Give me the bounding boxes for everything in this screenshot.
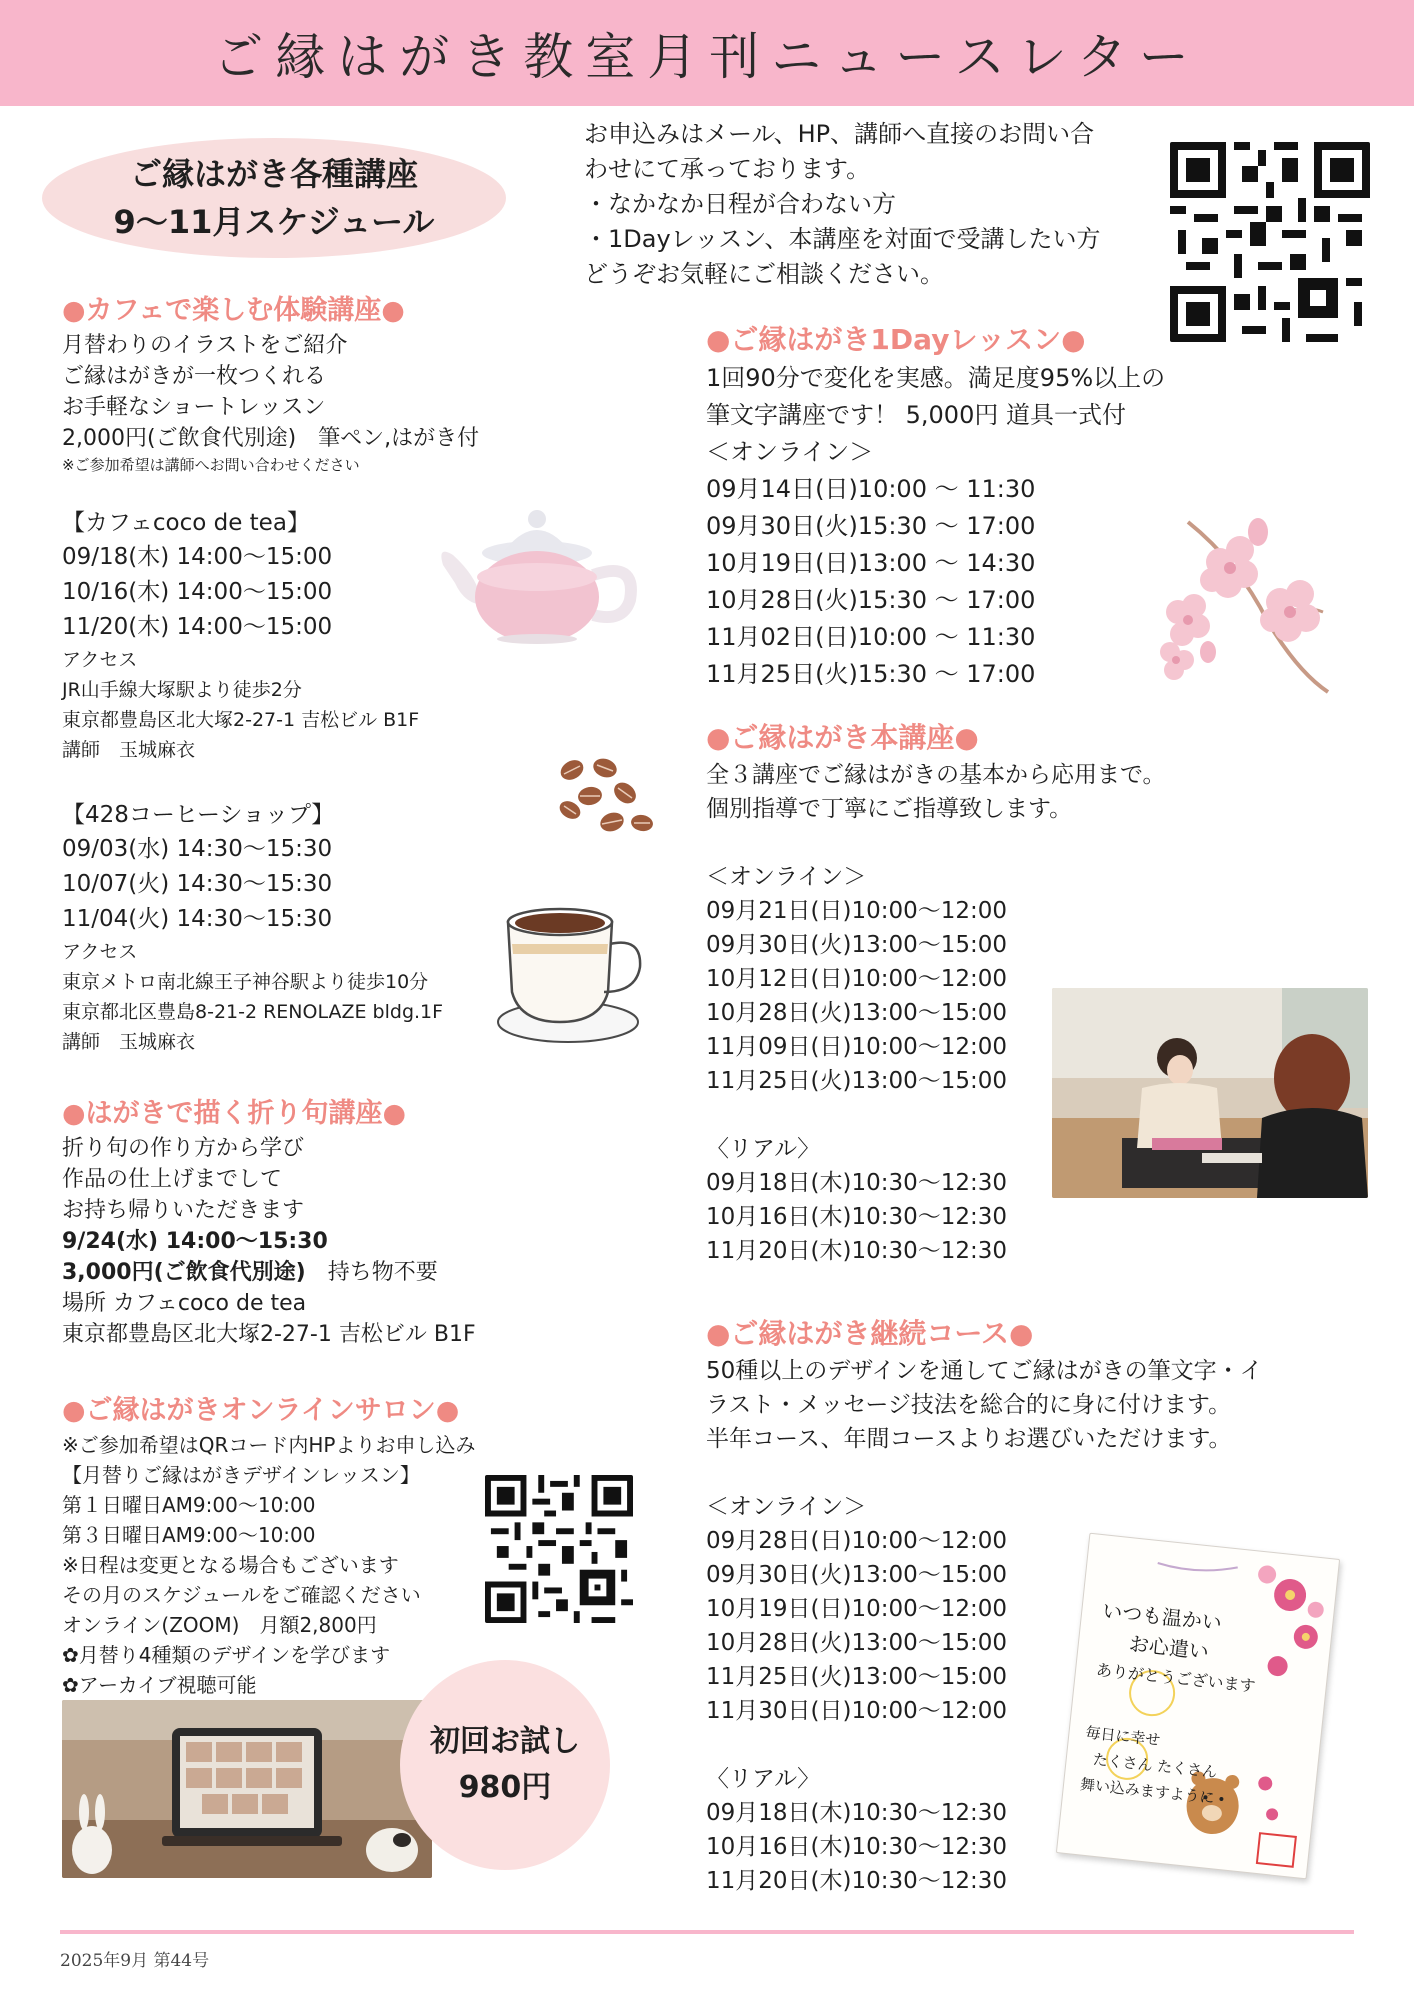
haiku-course-price-bold: 3,000円(ご飲食代別途): [62, 1260, 306, 1285]
main-course-date: 11月09日(日)10:00〜12:00: [706, 1034, 1008, 1060]
intro-line: わせにて承っております。: [584, 155, 871, 183]
online-salon-title: ●ご縁はがきオンラインサロン●: [62, 1395, 460, 1426]
schedule-badge-line1: ご縁はがき各種講座: [129, 155, 418, 193]
one-day-mode: ＜オンライン＞: [706, 438, 874, 466]
access-line: 東京メトロ南北線王子神谷駅より徒歩10分: [62, 971, 429, 993]
qr-code-salon[interactable]: [485, 1475, 633, 1623]
one-day-date: 09月30日(火)15:30 〜 17:00: [706, 512, 1036, 540]
main-course-real-label: 〈リアル〉: [706, 1136, 821, 1162]
main-course-date: 09月18日(木)10:30〜12:30: [706, 1170, 1008, 1196]
goen-postcard-artwork: [1056, 1533, 1340, 1880]
salon-line: ※日程は変更となる場合もございます: [62, 1553, 399, 1577]
salon-line: 第１日曜日AM9:00〜10:00: [62, 1493, 316, 1517]
teapot-illustration: [425, 505, 650, 645]
cafe-course-title: ●カフェで楽しむ体験講座●: [62, 295, 405, 326]
continue-course-desc: 50種以上のデザインを通してご縁はがきの筆文字・イ: [706, 1358, 1263, 1384]
teacher-name: 講師 玉城麻衣: [62, 1031, 196, 1053]
haiku-course-desc: 折り句の作り方から学び: [62, 1136, 305, 1161]
footer-divider: [60, 1930, 1354, 1934]
main-course-date: 11月25日(火)13:00〜15:00: [706, 1068, 1008, 1094]
salon-line: 【月替りご縁はがきデザインレッスン】: [62, 1463, 420, 1487]
continue-course-date: 11月25日(火)13:00〜15:00: [706, 1664, 1008, 1690]
trial-label: 初回お試し: [430, 1724, 580, 1759]
continue-course-online-label: ＜オンライン＞: [706, 1494, 867, 1520]
continue-course-desc: 半年コース、年間コースよりお選びいただけます。: [706, 1426, 1232, 1452]
qr-code-top[interactable]: [1170, 142, 1370, 342]
one-day-date: 11月02日(日)10:00 〜 11:30: [706, 623, 1036, 651]
continue-course-date: 10月16日(木)10:30〜12:30: [706, 1834, 1008, 1860]
coffee-beans-illustration: [550, 748, 660, 840]
haiku-course-desc: お持ち帰りいただきます: [62, 1198, 305, 1223]
postcard-text: ありがとうございます: [1095, 1660, 1257, 1696]
continue-course-title: ●ご縁はがき継続コース●: [706, 1317, 1034, 1350]
schedule-badge: [42, 138, 506, 258]
venue-date: 11/04(火) 14:30〜15:30: [62, 906, 333, 932]
continue-course-date: 09月28日(日)10:00〜12:00: [706, 1528, 1008, 1554]
main-course-date: 10月16日(木)10:30〜12:30: [706, 1204, 1008, 1230]
main-course-desc: 個別指導で丁寧にご指導致します。: [706, 796, 1073, 822]
one-day-date: 11月25日(火)15:30 〜 17:00: [706, 660, 1036, 688]
continue-course-date: 11月30日(日)10:00〜12:00: [706, 1698, 1008, 1724]
intro-line: どうぞお気軽にご相談ください。: [584, 260, 944, 288]
one-day-date: 10月28日(火)15:30 〜 17:00: [706, 586, 1036, 614]
haiku-course-desc: 作品の仕上げまでして: [62, 1167, 283, 1192]
newsletter-header: [0, 0, 1414, 106]
main-course-online-label: ＜オンライン＞: [706, 864, 867, 890]
venue-date: 09/03(水) 14:30〜15:30: [62, 836, 333, 862]
postcard-text: 毎日に幸せ: [1084, 1723, 1162, 1750]
continue-course-date: 09月30日(火)13:00〜15:00: [706, 1562, 1008, 1588]
access-line: JR山手線大塚駅より徒歩2分: [62, 679, 302, 701]
salon-line: ✿月替り4種類のデザインを学びます: [62, 1643, 391, 1667]
cafe-course-desc: 月替わりのイラストをご紹介: [62, 333, 348, 358]
access-line: 東京都北区豊島8-21-2 RENOLAZE bldg.1F: [62, 1001, 444, 1023]
online-salon-section: [62, 1392, 476, 1700]
haiku-course-price-note: 持ち物不要: [305, 1260, 438, 1285]
cafe-course-desc: ご縁はがきが一枚つくれる: [62, 364, 327, 389]
schedule-badge-line2: 9〜11月スケジュール: [113, 203, 435, 241]
continue-course-date: 10月19日(日)10:00〜12:00: [706, 1596, 1008, 1622]
venue-date: 10/16(木) 14:00〜15:00: [62, 579, 333, 605]
cafe-course-desc: お手軽なショートレッスン: [62, 395, 326, 420]
continue-course-date: 09月18日(木)10:30〜12:30: [706, 1800, 1008, 1826]
issue-number: 2025年9月 第44号: [60, 1951, 210, 1971]
haiku-course-price: [62, 1257, 476, 1288]
main-course-date: 09月30日(火)13:00〜15:00: [706, 932, 1008, 958]
classroom-photo: [1052, 988, 1368, 1198]
salon-line: 第３日曜日AM9:00〜10:00: [62, 1523, 316, 1547]
one-day-lesson-section: [706, 320, 1165, 693]
intro-text: [584, 117, 1101, 292]
main-course-desc: 全３講座でご縁はがきの基本から応用まで。: [706, 762, 1166, 788]
salon-line: ✿アーカイブ視聴可能: [62, 1673, 257, 1697]
one-day-date: 10月19日(日)13:00 〜 14:30: [706, 549, 1036, 577]
venue-coco-de-tea: [62, 506, 419, 765]
continue-course-real-label: 〈リアル〉: [706, 1766, 821, 1792]
access-label: アクセス: [62, 649, 138, 671]
venue-date: 11/20(木) 14:00〜15:00: [62, 614, 333, 640]
haiku-course-date: 9/24(水) 14:00〜15:30: [62, 1229, 328, 1254]
cafe-course-price: 2,000円(ご飲食代別途) 筆ペン,はがき付: [62, 426, 480, 451]
teacher-name: 講師 玉城麻衣: [62, 739, 196, 761]
cafe-course-note: ※ご参加希望は講師へお問い合わせください: [62, 456, 360, 474]
postcard-text: お心遣い: [1127, 1631, 1210, 1664]
continue-course-date: 10月28日(火)13:00〜15:00: [706, 1630, 1008, 1656]
venue-428-coffee-shop: [62, 798, 443, 1057]
salon-line: ※ご参加希望はQRコード内HPよりお申し込み: [62, 1433, 476, 1457]
coffee-cup-illustration: [490, 892, 650, 1052]
cherry-blossom-illustration: [1148, 502, 1338, 697]
cafe-course-section: [62, 292, 479, 476]
postcard-text: いつも温かい: [1101, 1598, 1224, 1635]
one-day-desc: 筆文字講座です！ 5,000円 道具一式付: [706, 401, 1126, 429]
one-day-date: 09月14日(日)10:00 〜 11:30: [706, 475, 1036, 503]
postcard-text: たくさん たくさん: [1091, 1750, 1218, 1782]
trial-price: 980円: [458, 1770, 552, 1805]
haiku-course-place: 場所 カフェcoco de tea: [62, 1291, 307, 1316]
intro-line: ・1Dayレッスン、本講座を対面で受講したい方: [584, 225, 1101, 253]
haiku-course-section: [62, 1095, 476, 1350]
venue-name: 【カフェcoco de tea】: [62, 510, 310, 536]
venue-date: 10/07(火) 14:30〜15:30: [62, 871, 333, 897]
one-day-desc: 1回90分で変化を実感。満足度95%以上の: [706, 364, 1166, 392]
main-course-date: 10月28日(火)13:00〜15:00: [706, 1000, 1008, 1026]
main-course-date: 10月12日(日)10:00〜12:00: [706, 966, 1008, 992]
trial-price-badge: [400, 1660, 610, 1870]
venue-name: 【428コーヒーショップ】: [62, 802, 335, 828]
salon-line: その月のスケジュールをご確認ください: [62, 1583, 421, 1607]
access-label: アクセス: [62, 941, 138, 963]
main-course-title: ●ご縁はがき本講座●: [706, 721, 979, 754]
access-line: 東京都豊島区北大塚2-27-1 吉松ビル B1F: [62, 709, 420, 731]
newsletter-title: ご縁はがき教室月刊ニュースレター: [213, 28, 1201, 86]
intro-line: ・なかなか日程が合わない方: [584, 190, 896, 218]
online-lesson-photo: [62, 1700, 432, 1878]
haiku-course-address: 東京都豊島区北大塚2-27-1 吉松ビル B1F: [62, 1322, 476, 1347]
one-day-title: ●ご縁はがき1Dayレッスン●: [706, 323, 1086, 356]
venue-date: 09/18(木) 14:00〜15:00: [62, 544, 333, 570]
continue-course-desc: ラスト・メッセージ技法を総合的に身に付けます。: [706, 1392, 1232, 1418]
postcard-text: 舞い込みますように: [1079, 1775, 1216, 1808]
intro-line: お申込みはメール、HP、講師へ直接のお問い合: [584, 120, 1095, 148]
haiku-course-title: ●はがきで描く折り句講座●: [62, 1098, 407, 1129]
salon-line: オンライン(ZOOM) 月額2,800円: [62, 1613, 377, 1637]
main-course-date: 11月20日(木)10:30〜12:30: [706, 1238, 1008, 1264]
continue-course-date: 11月20日(木)10:30〜12:30: [706, 1868, 1008, 1894]
main-course-date: 09月21日(日)10:00〜12:00: [706, 898, 1008, 924]
